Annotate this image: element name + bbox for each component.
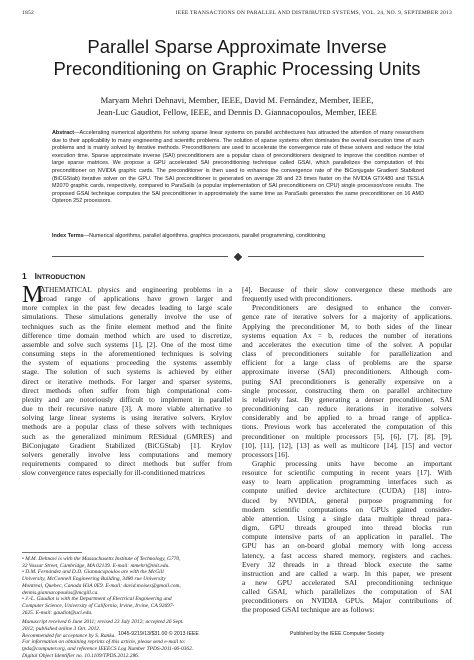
footnote-line: • D.M. Fernández and D.D. Giannacopoulos are with the McGill bbox=[22, 569, 164, 576]
text-line: direct methods often suffer from high computational com- bbox=[22, 385, 232, 395]
right-column bbox=[242, 285, 452, 615]
section-heading bbox=[22, 271, 85, 281]
text-line: solving large linear systems is using iterative solvers. Krylov bbox=[22, 413, 232, 423]
index-terms bbox=[52, 233, 424, 241]
text-line: efficient for a large class of problems are the sparse bbox=[242, 358, 452, 368]
footnote-line: Recommended for acceptance by S. Ranka. bbox=[22, 632, 116, 639]
text-line: approximate inverse (SAI) preconditioners. Although com- bbox=[242, 367, 452, 377]
section-title-initial: I bbox=[34, 271, 37, 281]
text-line: simulations. These simulations generally involve the use of bbox=[22, 312, 232, 322]
title-line: Parallel Sparse Approximate Inverse bbox=[87, 36, 387, 57]
text-line: plexity and are notoriously difficult to implement in parallel bbox=[22, 394, 232, 404]
text-line: latency, a fast access shared memory, registers and caches. bbox=[242, 550, 452, 560]
text-line: preconditioners on NVIDIA GPUs. Major contributions of bbox=[242, 596, 452, 606]
text-line: puting SAI preconditioners is generally expensive on a bbox=[242, 376, 452, 386]
text-line: tions. Previous work has accelerated the computation of this bbox=[242, 422, 452, 432]
text-line: Graphic processing units have become an important bbox=[252, 458, 452, 468]
footnote-line: 32 Vassar Street, Cambridge, MA 02139. E-mail: mmehri@mit.edu. bbox=[22, 562, 170, 569]
text-line: Applying the preconditioner M, to both sides of the linear bbox=[242, 321, 452, 331]
issn-line: 1045-9219/13/$31.00 © 2013 IEEE bbox=[118, 631, 199, 637]
text-line: techniques such as the finite element method and the finite bbox=[22, 321, 232, 331]
text-line: easy to learn application programming interfaces such as bbox=[242, 477, 452, 487]
text-line: modern scientific computations on GPUs gained consider- bbox=[242, 504, 452, 514]
section-number: 1 bbox=[22, 271, 27, 281]
author-list bbox=[0, 94, 474, 118]
paper-title bbox=[0, 36, 474, 80]
abstract bbox=[52, 130, 424, 206]
text-line: consuming steps in the aforementioned techniques is solving bbox=[22, 349, 232, 359]
text-line: systems equation Ax = b, reduces the number of iterations bbox=[242, 330, 452, 340]
left-column-body bbox=[22, 303, 232, 477]
text-line: duced by NVIDIA, general purpose programming for bbox=[242, 495, 452, 505]
text-line: assemble and solve such systems [1], [2]. One of the most time bbox=[22, 339, 232, 349]
text-line: is relatively fast. By generating a denser preconditioner, SAI bbox=[242, 394, 452, 404]
text-line: broad range of applications have grown larger and bbox=[40, 294, 232, 304]
footnote-line: Montreal, Quebec, Canada H3A 0E9. E-mail: david.moises@gmail.com, bbox=[22, 582, 181, 589]
footnote-rule bbox=[22, 552, 82, 553]
page-number: 1852 bbox=[22, 10, 34, 16]
text-line: able attention. Using a single data multiple thread para- bbox=[242, 513, 452, 523]
footnote-line: University, McConnell Engineering Building, 3480 rue University bbox=[22, 576, 166, 583]
running-header bbox=[22, 10, 452, 20]
text-line: single processor, constructing them on parallel architecture bbox=[242, 385, 452, 395]
text-line: difference time domain method which are used to discretize, bbox=[22, 330, 232, 340]
footnote-line: 2625. E-mail: gaudiot@uci.edu. bbox=[22, 609, 93, 616]
text-line: slow convergence rates especially for ill-conditioned matrices bbox=[22, 468, 205, 478]
text-line: BiConjugate Gradient Stabilized (BiCGStab) [1]. Krylov bbox=[22, 440, 232, 450]
journal-header: IEEE TRANSACTIONS ON PARALLEL AND DISTRIBUTED SYSTEMS, VOL. 24, NO. 9, SEPTEMBER 2013 bbox=[175, 10, 452, 16]
text-line: processors [16]. bbox=[242, 449, 290, 459]
text-line: class of preconditioners suitable for parallelization and bbox=[242, 349, 452, 359]
text-line: digm, GPU threads grouped into thread blocks run bbox=[242, 523, 452, 533]
divider-line-left bbox=[52, 256, 228, 257]
text-line: GPU has an on-board global memory with long access bbox=[242, 541, 452, 551]
text-line: preconditioner on multiple processors [5], [6], [7], [8], [9], bbox=[242, 431, 452, 441]
footnote-line: Computer Science, University of California, Irvine, Irvine, CA 92697- bbox=[22, 602, 175, 609]
text-line: instruction and are called a warp. In this paper, we present bbox=[242, 568, 452, 578]
text-line: called GSAI, which parallelizes the computation of SAI bbox=[242, 587, 452, 597]
left-column bbox=[22, 282, 232, 478]
text-line: compute unified device architecture (CUDA) [18] intro- bbox=[242, 486, 452, 496]
footnote-line: tpds@computer.org, and reference IEEECS Log Number TPDS-2011-06-0362. bbox=[22, 646, 194, 653]
abstract-lead: Abstract bbox=[52, 130, 75, 136]
text-line: a new GPU accelerated SAI preconditioning technique bbox=[242, 578, 452, 587]
text-line: solvers generally involve less computations and memory bbox=[22, 449, 232, 459]
footnote-line: 2012; published online 3 Oct. 2012. bbox=[22, 626, 101, 633]
section-title-rest: NTRODUCTION bbox=[37, 274, 86, 281]
index-terms-lead: Index Terms bbox=[52, 233, 84, 239]
text-line: and accelerates the execution time of the solver. A popular bbox=[242, 339, 452, 349]
text-line: Every 32 threads in a thread block execute the same bbox=[242, 559, 452, 569]
index-terms-text: —Numerical algorithms, parallel algorithms, graphics processors, parallel programming, conditioning bbox=[83, 233, 326, 239]
text-line: such as the generalized minimum RESidual (GMRES) and bbox=[22, 431, 232, 441]
text-line: [10], [11], [12], [13] as well as multicore [14], [15] and vector bbox=[242, 440, 452, 450]
footnote-line: For information on obtaining reprints of this article, please send e-mail to: bbox=[22, 639, 186, 646]
drop-cap: M bbox=[22, 282, 44, 308]
text-line: the system of equations proceeding the systems assembly bbox=[22, 358, 232, 368]
text-line: Preconditioners are designed to enhance the conver- bbox=[252, 303, 452, 313]
text-line: requirements compared to direct methods but suffer from bbox=[22, 458, 232, 468]
text-line: compute intensive parts of an application in parallel. The bbox=[242, 532, 452, 542]
author-line: Maryam Mehri Dehnavi, Member, IEEE, David M. Fernández, Member, IEEE, bbox=[100, 95, 374, 105]
text-line: resource for scientific computing in recent years [17]. With bbox=[242, 468, 452, 478]
text-line: preconditioning can reduce iterations in iterative solvers bbox=[242, 404, 452, 414]
footnote-line: dennis.giannacopoulos@mcgill.ca. bbox=[22, 589, 99, 596]
footnotes bbox=[22, 556, 232, 660]
text-line: methods are a popular class of these solvers with techniques bbox=[22, 422, 232, 432]
footnote-line: • M.M. Dehnavi is with the Massachusetts Institute of Technology, G770, bbox=[22, 556, 181, 562]
right-column-body bbox=[242, 285, 452, 615]
text-line: frequently used with preconditioners. bbox=[242, 294, 353, 304]
section-divider bbox=[52, 252, 424, 262]
text-line: due to their recursive nature [3]. A more viable alternative to bbox=[22, 404, 232, 414]
divider-line-right bbox=[248, 256, 424, 257]
abstract-text: —Accelerating numerical algorithms for solving sparse linear systems on parallel architectures has attracted the attention of many researchers due to their applicability to many engineering and scientific problems. The solution of sparse systems often dominates the overall execution time of such problems and is mainly solved by iterative methods. Preconditioners are used to accelerate the convergence rate of these solvers and reduce the total execution time. Sparse approximate inverse (SAI) preconditioners are a popular class of preconditioners designed to improve the condition number of large sparse matrices. We propose a GPU accelerated SAI preconditioning technique called GSAI, which parallelizes the computation of this preconditioner on NVIDIA graphic cards. The preconditioner is then used to enhance the convergence rate of the BiConjugate Gradient Stabilized (BiCGStab) iterative solver on the GPU. The SAI preconditioner is generated on average 28 and 23 times faster on the NVIDIA GTX480 and TESLA M2070 graphic cards, respectively, compared to ParaSails (a popular implementation of SAI preconditioners on CPU) single processor/core results. The proposed GSAI technique computes the SAI preconditioner in approximately the same time as ParaSails generates the same preconditioner on 16 AMD Opteron 252 processors. bbox=[52, 130, 424, 205]
text-line: direct or iterative methods. For larger and sparser systems, bbox=[22, 376, 232, 386]
text-line: gence rate of iterative solvers for a majority of applications. bbox=[242, 312, 452, 322]
author-line: Jean-Luc Gaudiot, Fellow, IEEE, and Dennis D. Giannacopoulos, Member, IEEE bbox=[97, 107, 377, 117]
text-line: ATHEMATICAL physics and engineering problems in a bbox=[40, 285, 232, 294]
text-line: stage. The solution of such systems is achieved by either bbox=[22, 367, 232, 377]
title-line: Preconditioning on Graphic Processing Units bbox=[53, 58, 421, 79]
text-line: [4]. Because of their slow convergence these methods are bbox=[242, 285, 452, 294]
footnote-line: Digital Object Identifier no. 10.1109/TPDS.2012.286. bbox=[22, 652, 140, 659]
footnote-line: • J.-L. Gaudiot is with the Department of Electrical Engineering and bbox=[22, 596, 172, 603]
text-line: considerably and be applied to a broad range of applica- bbox=[242, 413, 452, 423]
footnote-line: Manuscript received 6 June 2011; revised 23 July 2012; accepted 26 Sept. bbox=[22, 619, 184, 626]
publisher-line: Published by the IEEE Computer Society bbox=[290, 631, 385, 637]
diamond-ornament bbox=[234, 252, 242, 260]
text-line: more complex in the past few decades leading to large scale bbox=[22, 303, 232, 313]
text-line: the proposed GSAI technique are as follows: bbox=[242, 605, 375, 615]
